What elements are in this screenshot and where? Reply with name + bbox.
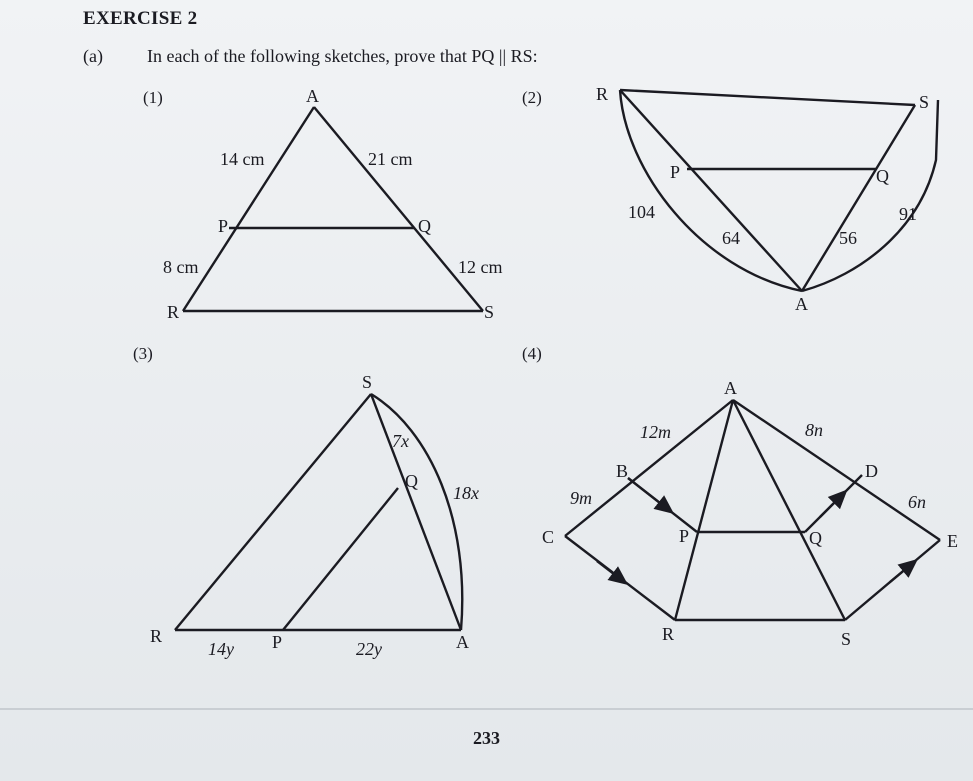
arrow-qd [820, 494, 843, 517]
s2-measure-qa: 56 [839, 228, 857, 248]
s4-point-d: D [865, 461, 878, 481]
page-edge [0, 708, 973, 710]
s1-point-p: P [218, 216, 229, 236]
s3-point-p: P [272, 632, 283, 652]
s4-measure-de: 6n [908, 492, 926, 512]
s2-point-p: P [670, 162, 681, 182]
s3-measure-qa: 18x [453, 483, 479, 503]
instruction-text: In each of the following sketches, prove that PQ || RS: [147, 46, 538, 66]
s3-point-q: Q [405, 471, 418, 491]
page-number: 233 [473, 728, 500, 748]
arc-right [802, 100, 938, 291]
s2-point-s: S [919, 92, 930, 112]
s3-point-r: R [150, 626, 163, 646]
line-ac [565, 400, 733, 536]
s1-point-s: S [484, 302, 495, 322]
s4-point-s: S [841, 629, 852, 649]
sketch-2-label: (2) [522, 88, 542, 107]
line-ar [675, 400, 733, 620]
line-rs [620, 90, 915, 105]
sketch-3-figure [175, 394, 462, 630]
s3-measure-pa: 22y [356, 639, 382, 659]
s1-point-a: A [306, 86, 319, 106]
arrow-bp [628, 478, 669, 510]
s2-measure-pa: 64 [722, 228, 740, 248]
s1-point-r: R [167, 302, 180, 322]
s1-measure-ap: 14 cm [220, 149, 265, 169]
arrow-se [890, 563, 913, 582]
s1-measure-aq: 21 cm [368, 149, 413, 169]
s3-measure-rp: 14y [208, 639, 234, 659]
s2-point-a: A [795, 294, 808, 314]
sketch-1-label: (1) [143, 88, 163, 107]
s2-measure-rp: 104 [628, 202, 655, 222]
line-ra [620, 90, 802, 291]
s4-measure-ab: 12m [640, 422, 671, 442]
line-as [314, 107, 483, 311]
s1-measure-qs: 12 cm [458, 257, 503, 277]
line-sa [802, 105, 915, 291]
line-sr [175, 394, 371, 630]
s1-measure-pr: 8 cm [163, 257, 199, 277]
s4-point-e: E [947, 531, 958, 551]
sketch-1-figure [183, 107, 483, 311]
s2-point-r: R [596, 84, 609, 104]
s4-point-r: R [662, 624, 675, 644]
sketch-4-figure [565, 400, 940, 620]
s4-measure-ad: 8n [805, 420, 823, 440]
line-pq [283, 488, 398, 630]
s3-measure-sq: 7x [392, 431, 409, 451]
s2-measure-sq: 91 [899, 204, 917, 224]
arrow-cr [597, 561, 623, 581]
s4-point-p: P [679, 526, 690, 546]
sketch-2-figure [620, 90, 938, 291]
s4-point-c: C [542, 527, 555, 547]
part-label: (a) [83, 46, 103, 66]
s4-measure-bc: 9m [570, 488, 592, 508]
line-ae [733, 400, 940, 540]
s4-point-a: A [724, 378, 737, 398]
s4-point-q: Q [809, 528, 822, 548]
s1-point-q: Q [418, 216, 431, 236]
sketch-3-label: (3) [133, 344, 153, 363]
s3-point-s: S [362, 372, 373, 392]
line-sa [371, 394, 461, 630]
s2-point-q: Q [876, 166, 889, 186]
line-ar [183, 107, 314, 311]
exercise-heading: EXERCISE 2 [83, 8, 198, 29]
sketch-4-label: (4) [522, 344, 542, 363]
s4-point-b: B [616, 461, 629, 481]
s3-point-a: A [456, 632, 469, 652]
